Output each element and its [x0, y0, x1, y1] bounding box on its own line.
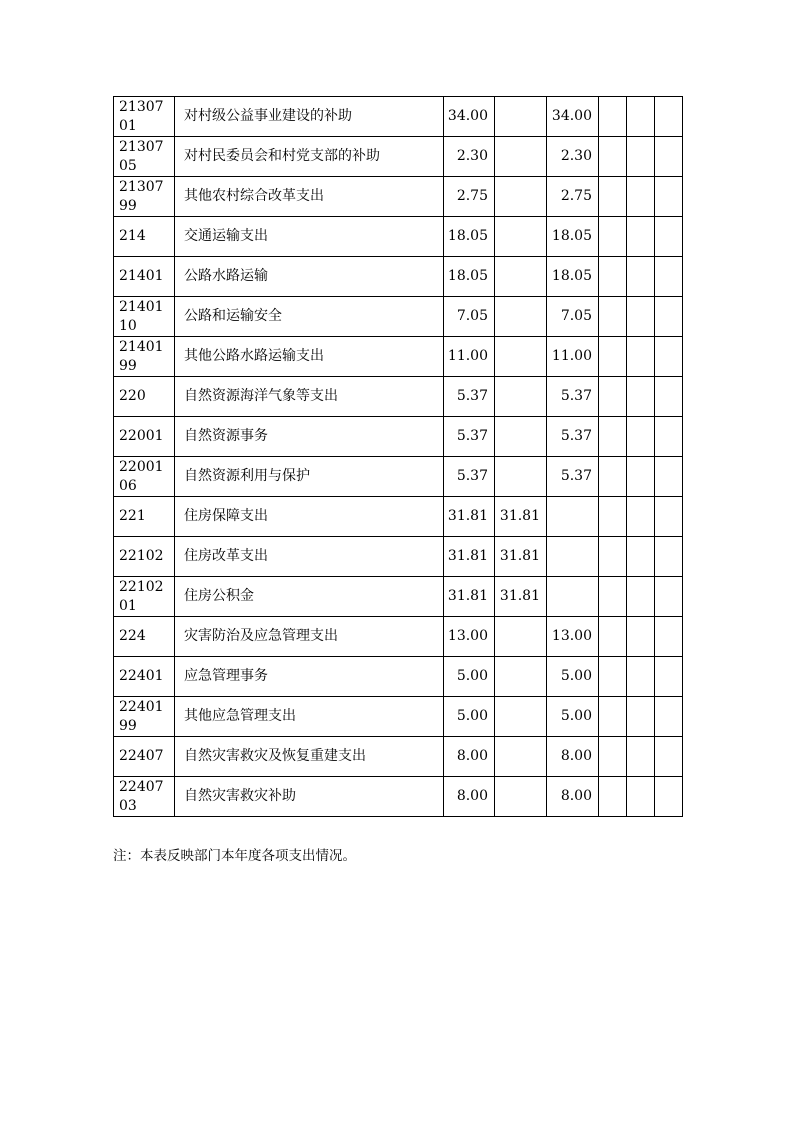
account-code-text: 2210201 — [119, 578, 164, 614]
account-code-cell — [114, 257, 175, 297]
extra-column-3-cell — [655, 137, 683, 177]
account-name-cell: 其他公路水路运输支出 — [175, 337, 444, 377]
extra-column-1-cell — [599, 577, 627, 617]
account-name-cell: 对村级公益事业建设的补助 — [175, 97, 444, 137]
basic-expenditure-cell — [495, 417, 547, 457]
extra-column-3-cell — [655, 777, 683, 817]
account-code-cell — [114, 137, 175, 177]
account-name-cell: 自然资源利用与保护 — [175, 457, 444, 497]
extra-column-2-cell — [627, 577, 655, 617]
account-code-cell — [114, 617, 175, 657]
table-row — [114, 577, 683, 617]
project-expenditure-cell: 5.00 — [547, 697, 599, 737]
project-expenditure-cell: 2.30 — [547, 137, 599, 177]
project-expenditure-cell: 18.05 — [547, 217, 599, 257]
extra-column-3-cell — [655, 297, 683, 337]
total-cell: 8.00 — [444, 777, 495, 817]
extra-column-3-cell — [655, 377, 683, 417]
extra-column-1-cell — [599, 417, 627, 457]
account-code-cell — [114, 297, 175, 337]
extra-column-3-cell — [655, 217, 683, 257]
account-code-cell — [114, 577, 175, 617]
table-note: 注：本表反映部门本年度各项支出情况。 — [113, 848, 356, 864]
account-code-cell — [114, 697, 175, 737]
basic-expenditure-cell — [495, 457, 547, 497]
extra-column-1-cell — [599, 617, 627, 657]
account-code-text: 214 — [119, 228, 146, 244]
account-name-cell: 自然资源事务 — [175, 417, 444, 457]
extra-column-1-cell — [599, 337, 627, 377]
account-code-text: 2130701 — [119, 98, 164, 134]
expenditure-table — [113, 96, 683, 817]
account-code-text: 221 — [119, 508, 146, 524]
project-expenditure-cell: 7.05 — [547, 297, 599, 337]
account-code-cell — [114, 417, 175, 457]
total-cell: 5.00 — [444, 657, 495, 697]
extra-column-3-cell — [655, 457, 683, 497]
table-body — [114, 97, 683, 817]
extra-column-1-cell — [599, 217, 627, 257]
total-cell: 2.75 — [444, 177, 495, 217]
total-cell: 18.05 — [444, 217, 495, 257]
basic-expenditure-cell — [495, 257, 547, 297]
project-expenditure-cell — [547, 537, 599, 577]
extra-column-2-cell — [627, 777, 655, 817]
table-row — [114, 537, 683, 577]
account-name-cell: 住房保障支出 — [175, 497, 444, 537]
account-name-cell: 自然资源海洋气象等支出 — [175, 377, 444, 417]
basic-expenditure-cell — [495, 217, 547, 257]
table-row — [114, 377, 683, 417]
extra-column-3-cell — [655, 617, 683, 657]
account-code-text: 2140110 — [119, 298, 164, 334]
account-code-cell — [114, 537, 175, 577]
table-row — [114, 457, 683, 497]
account-code-cell — [114, 377, 175, 417]
account-name-cell: 其他农村综合改革支出 — [175, 177, 444, 217]
table-row — [114, 337, 683, 377]
total-cell: 11.00 — [444, 337, 495, 377]
total-cell: 7.05 — [444, 297, 495, 337]
total-cell: 31.81 — [444, 537, 495, 577]
basic-expenditure-cell — [495, 97, 547, 137]
total-cell: 18.05 — [444, 257, 495, 297]
account-code-cell — [114, 777, 175, 817]
extra-column-2-cell — [627, 337, 655, 377]
project-expenditure-cell: 8.00 — [547, 777, 599, 817]
account-name-cell: 自然灾害救灾及恢复重建支出 — [175, 737, 444, 777]
account-name-cell: 自然灾害救灾补助 — [175, 777, 444, 817]
table-row — [114, 97, 683, 137]
basic-expenditure-cell: 31.81 — [495, 537, 547, 577]
basic-expenditure-cell: 31.81 — [495, 497, 547, 537]
table-row — [114, 697, 683, 737]
account-name-cell: 灾害防治及应急管理支出 — [175, 617, 444, 657]
extra-column-3-cell — [655, 97, 683, 137]
table-row — [114, 737, 683, 777]
extra-column-3-cell — [655, 177, 683, 217]
extra-column-2-cell — [627, 217, 655, 257]
basic-expenditure-cell — [495, 177, 547, 217]
account-code-text: 21401 — [119, 268, 164, 284]
account-name-cell: 住房改革支出 — [175, 537, 444, 577]
basic-expenditure-cell — [495, 137, 547, 177]
account-name-cell: 公路和运输安全 — [175, 297, 444, 337]
total-cell: 34.00 — [444, 97, 495, 137]
project-expenditure-cell: 5.37 — [547, 457, 599, 497]
account-code-text: 2240703 — [119, 778, 164, 814]
basic-expenditure-cell — [495, 737, 547, 777]
account-code-text: 2130705 — [119, 138, 164, 174]
extra-column-3-cell — [655, 497, 683, 537]
extra-column-1-cell — [599, 297, 627, 337]
account-code-cell — [114, 657, 175, 697]
table-row — [114, 617, 683, 657]
total-cell: 5.37 — [444, 457, 495, 497]
total-cell: 13.00 — [444, 617, 495, 657]
table-row — [114, 257, 683, 297]
project-expenditure-cell: 18.05 — [547, 257, 599, 297]
project-expenditure-cell: 2.75 — [547, 177, 599, 217]
basic-expenditure-cell — [495, 377, 547, 417]
account-name-cell: 交通运输支出 — [175, 217, 444, 257]
project-expenditure-cell: 11.00 — [547, 337, 599, 377]
extra-column-1-cell — [599, 177, 627, 217]
account-code-text: 2200106 — [119, 458, 164, 494]
extra-column-2-cell — [627, 537, 655, 577]
account-code-text: 2240199 — [119, 698, 164, 734]
project-expenditure-cell: 5.00 — [547, 657, 599, 697]
project-expenditure-cell: 13.00 — [547, 617, 599, 657]
extra-column-1-cell — [599, 377, 627, 417]
account-code-cell — [114, 737, 175, 777]
account-code-cell — [114, 497, 175, 537]
table-row — [114, 497, 683, 537]
extra-column-3-cell — [655, 657, 683, 697]
total-cell: 5.37 — [444, 377, 495, 417]
extra-column-2-cell — [627, 97, 655, 137]
table-row — [114, 217, 683, 257]
account-name-cell: 公路水路运输 — [175, 257, 444, 297]
total-cell: 8.00 — [444, 737, 495, 777]
extra-column-1-cell — [599, 97, 627, 137]
extra-column-2-cell — [627, 497, 655, 537]
basic-expenditure-cell — [495, 777, 547, 817]
basic-expenditure-cell — [495, 657, 547, 697]
extra-column-2-cell — [627, 297, 655, 337]
extra-column-2-cell — [627, 257, 655, 297]
extra-column-1-cell — [599, 497, 627, 537]
account-code-cell — [114, 457, 175, 497]
total-cell: 2.30 — [444, 137, 495, 177]
account-name-cell: 其他应急管理支出 — [175, 697, 444, 737]
extra-column-2-cell — [627, 417, 655, 457]
account-code-cell — [114, 337, 175, 377]
project-expenditure-cell — [547, 577, 599, 617]
extra-column-1-cell — [599, 137, 627, 177]
account-code-cell — [114, 97, 175, 137]
account-code-text: 22401 — [119, 668, 164, 684]
account-code-cell — [114, 217, 175, 257]
extra-column-2-cell — [627, 737, 655, 777]
account-code-text: 22407 — [119, 748, 164, 764]
account-code-text: 220 — [119, 388, 146, 404]
table-row — [114, 177, 683, 217]
total-cell: 31.81 — [444, 577, 495, 617]
basic-expenditure-cell — [495, 697, 547, 737]
account-code-text: 22102 — [119, 548, 164, 564]
account-code-cell — [114, 177, 175, 217]
extra-column-2-cell — [627, 657, 655, 697]
account-code-text: 224 — [119, 628, 146, 644]
extra-column-3-cell — [655, 257, 683, 297]
total-cell: 5.37 — [444, 417, 495, 457]
account-code-text: 22001 — [119, 428, 164, 444]
basic-expenditure-cell — [495, 617, 547, 657]
account-name-cell: 对村民委员会和村党支部的补助 — [175, 137, 444, 177]
extra-column-2-cell — [627, 697, 655, 737]
extra-column-1-cell — [599, 697, 627, 737]
basic-expenditure-cell: 31.81 — [495, 577, 547, 617]
project-expenditure-cell: 5.37 — [547, 417, 599, 457]
extra-column-1-cell — [599, 257, 627, 297]
total-cell: 5.00 — [444, 697, 495, 737]
project-expenditure-cell — [547, 497, 599, 537]
table-row — [114, 297, 683, 337]
table-row — [114, 657, 683, 697]
extra-column-3-cell — [655, 577, 683, 617]
extra-column-3-cell — [655, 337, 683, 377]
table-row — [114, 137, 683, 177]
extra-column-2-cell — [627, 177, 655, 217]
extra-column-1-cell — [599, 737, 627, 777]
extra-column-1-cell — [599, 457, 627, 497]
table-row — [114, 417, 683, 457]
account-code-text: 2140199 — [119, 338, 164, 374]
extra-column-1-cell — [599, 777, 627, 817]
extra-column-2-cell — [627, 137, 655, 177]
total-cell: 31.81 — [444, 497, 495, 537]
extra-column-1-cell — [599, 537, 627, 577]
project-expenditure-cell: 8.00 — [547, 737, 599, 777]
account-name-cell: 住房公积金 — [175, 577, 444, 617]
extra-column-2-cell — [627, 377, 655, 417]
extra-column-3-cell — [655, 537, 683, 577]
account-name-cell: 应急管理事务 — [175, 657, 444, 697]
account-code-text: 2130799 — [119, 178, 164, 214]
extra-column-3-cell — [655, 417, 683, 457]
extra-column-1-cell — [599, 657, 627, 697]
project-expenditure-cell: 34.00 — [547, 97, 599, 137]
extra-column-2-cell — [627, 617, 655, 657]
basic-expenditure-cell — [495, 297, 547, 337]
extra-column-2-cell — [627, 457, 655, 497]
table-row — [114, 777, 683, 817]
extra-column-3-cell — [655, 737, 683, 777]
extra-column-3-cell — [655, 697, 683, 737]
basic-expenditure-cell — [495, 337, 547, 377]
project-expenditure-cell: 5.37 — [547, 377, 599, 417]
